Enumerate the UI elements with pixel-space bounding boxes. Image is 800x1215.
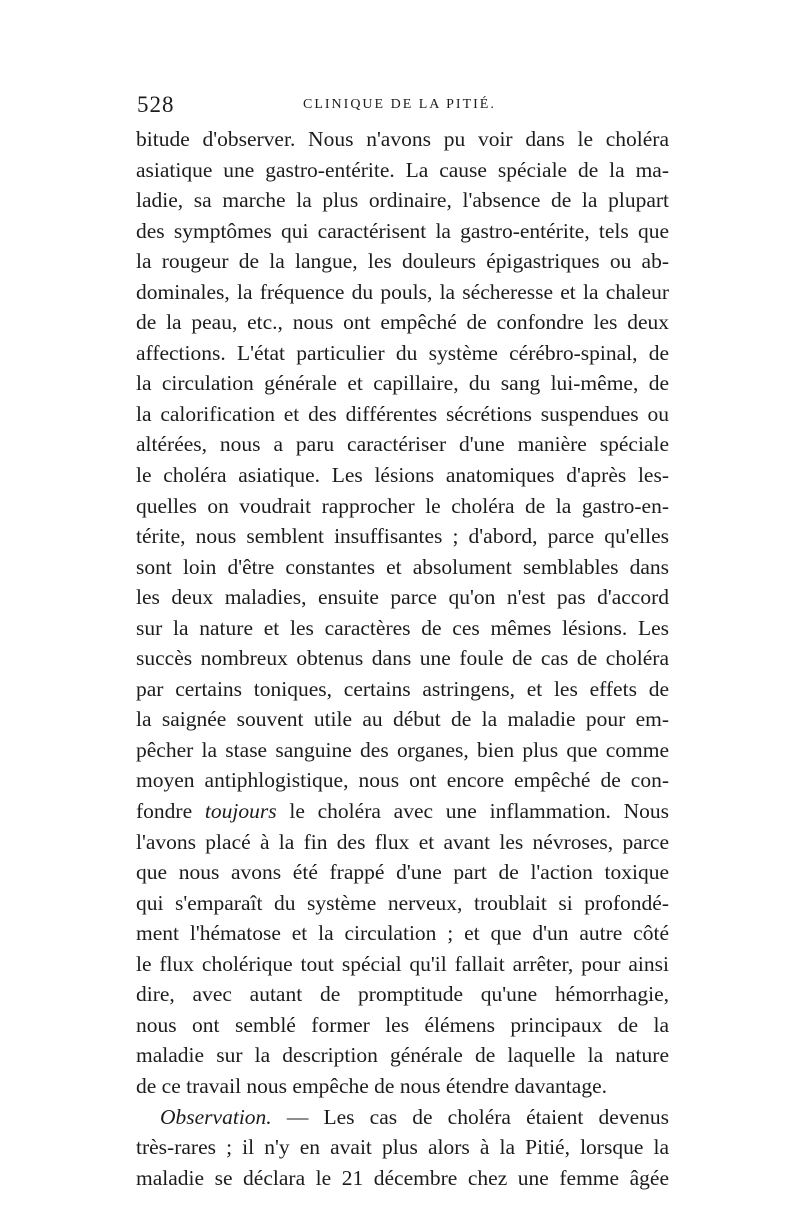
text-line: la calorification et des différentes sécrétions suspendues ou [136,401,669,426]
text-line: sont loin d'être constantes et absolument semblables dans [136,554,669,579]
text-line: par certains toniques, certains astringens, et les effets de [136,676,669,701]
text-line: maladie sur la description générale de laquelle la nature [136,1043,669,1068]
text-line: qui s'emparaît du système nerveux, troublait si profondé- [136,890,669,915]
line-text: — Les cas de choléra étaient devenus [271,1104,669,1129]
text-line: très-rares ; il n'y en avait plus alors à la Pitié, lorsque la [136,1135,669,1160]
text-line: quelles on voudrait rapprocher le choléra de la gastro-en- [136,493,669,518]
text-line: ladie, sa marche la plus ordinaire, l'absence de la plupart [136,188,669,213]
text-line: dominales, la fréquence du pouls, la sécheresse et la chaleur [136,279,669,304]
page-header [137,92,669,122]
text-line: la circulation générale et capillaire, du sang lui-même, de [136,371,669,396]
text-line: bitude d'observer. Nous n'avons pu voir dans le choléra [136,127,669,151]
text-line: dire, avec autant de promptitude qu'une hémorrhagie, [136,982,669,1007]
text-line: asiatique une gastro-entérite. La cause spéciale de la ma- [136,157,669,182]
text-line: le choléra asiatique. Les lésions anatomiques d'après les- [136,463,669,488]
observation-line [136,1102,669,1133]
text-line: sur la nature et les caractères de ces mêmes lésions. Les [136,615,669,640]
line-text: le choléra avec une inflammation. Nous [276,799,669,824]
text-line: succès nombreux obtenus dans une foule de cas de choléra [136,646,669,671]
text-line: des symptômes qui caractérisent la gastro-entérite, tels que [136,218,669,243]
text-line: affections. L'état particulier du système cérébro-spinal, de [136,340,669,365]
text-line: nous ont semblé former les élémens principaux de la [136,1012,669,1037]
text-line: pêcher la stase sanguine des organes, bien plus que comme [136,737,669,762]
emphasis-word: toujours [204,799,277,824]
text-line: térite, nous semblent insuffisantes ; d'abord, parce qu'elles [136,524,669,549]
text-line: ment l'hématose et la circulation ; et que d'un autre côté [136,921,669,946]
text-line: que nous avons été frappé d'une part de l'action toxique [136,860,669,885]
observation-heading: Observation. [160,1104,272,1129]
text-line-with-emphasis [136,796,669,827]
paragraph-end-line: de ce travail nous empêche de nous étendre davantage. [136,1073,607,1098]
text-line: de la peau, etc., nous ont empêché de confondre les deux [136,310,669,335]
text-line: maladie se déclara le 21 décembre chez une femme âgée [136,1165,669,1190]
line-text: fondre [136,799,205,824]
text-line: la rougeur de la langue, les douleurs épigastriques ou ab- [136,249,669,274]
text-line: la saignée souvent utile au début de la maladie pour em- [136,707,669,732]
text-line: les deux maladies, ensuite parce qu'on n'est pas d'accord [136,585,669,610]
text-line: moyen antiphlogistique, nous ont encore empêché de con- [136,768,669,793]
text-line: le flux cholérique tout spécial qu'il fallait arrêter, pour ainsi [136,951,669,976]
body-text [136,124,669,1193]
running-head: CLINIQUE DE LA PITIÉ. [303,97,496,112]
text-line: l'avons placé à la fin des flux et avant les névroses, parce [136,829,669,854]
text-line: altérées, nous a paru caractériser d'une manière spéciale [136,432,669,457]
page-number: 528 [137,92,175,117]
